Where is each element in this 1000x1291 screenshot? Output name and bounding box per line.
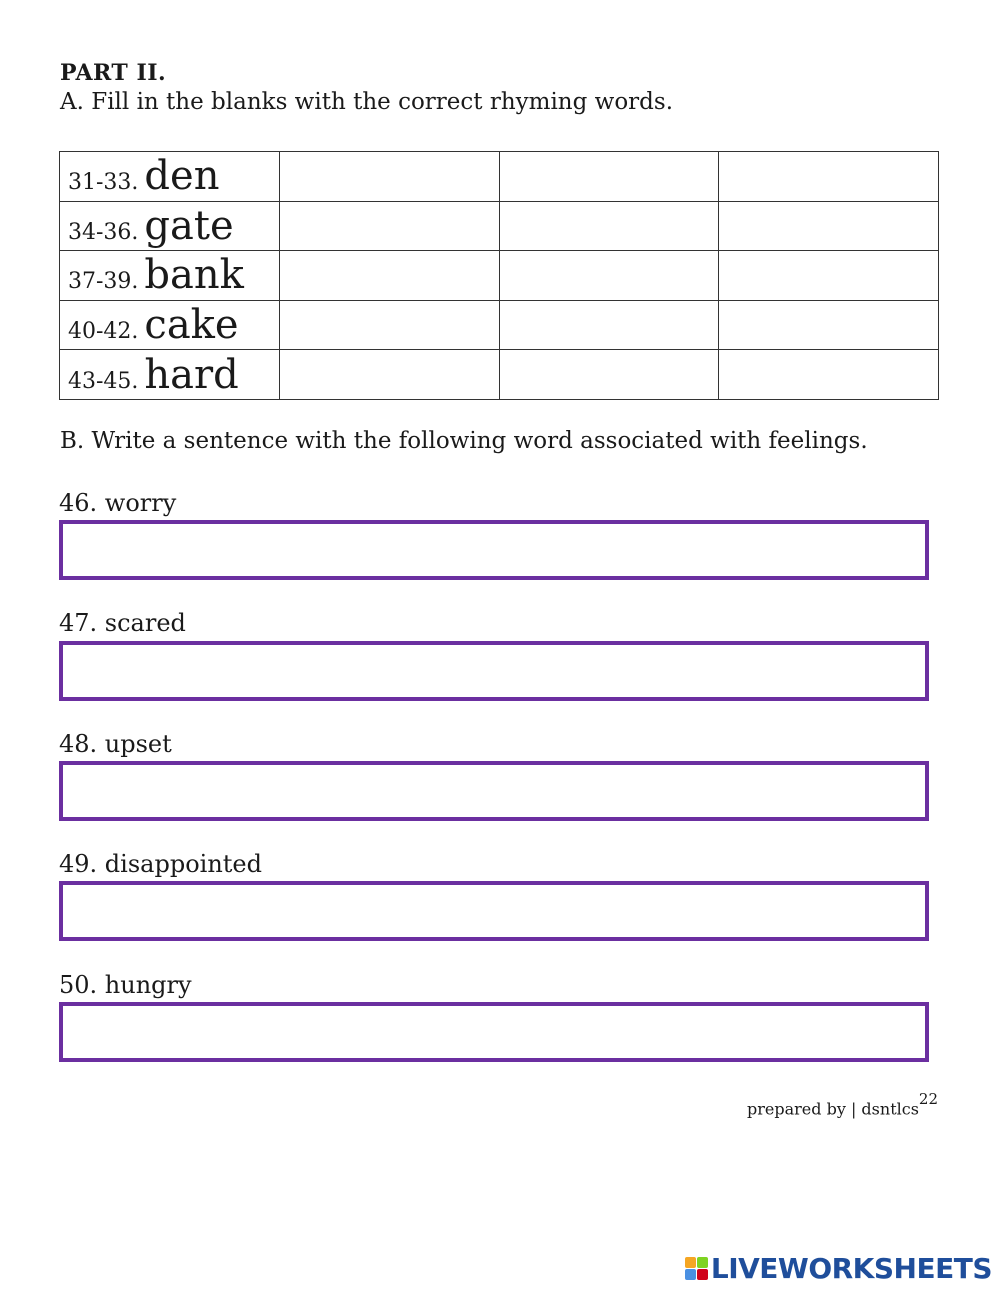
rhyme-blank-3[interactable] bbox=[719, 251, 939, 301]
rhyme-table bbox=[59, 151, 939, 400]
rhyme-blank-2[interactable] bbox=[499, 152, 719, 202]
prepared-by-footer bbox=[747, 1090, 938, 1119]
logo-tile bbox=[685, 1257, 696, 1268]
section-b-instruction: B. Write a sentence with the following word associated with feelings. bbox=[60, 428, 868, 454]
rhyme-blank-1[interactable] bbox=[279, 300, 499, 350]
brand-name: LIVEWORKSHEETS bbox=[710, 1252, 992, 1285]
rhyme-blank-1[interactable] bbox=[279, 201, 499, 251]
part-title: PART II. bbox=[60, 60, 167, 86]
row-label bbox=[60, 251, 280, 301]
page-number: 22 bbox=[918, 1090, 938, 1108]
item-number: 43-45. bbox=[68, 368, 139, 394]
question-label-scared: 47. scared bbox=[59, 609, 186, 637]
item-number: 40-42. bbox=[68, 319, 139, 345]
question-label-upset: 48. upset bbox=[59, 730, 172, 758]
rhyme-word: bank bbox=[144, 252, 244, 299]
rhyme-blank-2[interactable] bbox=[499, 201, 719, 251]
prepared-by-text: prepared by | dsntlcs bbox=[747, 1099, 919, 1119]
question-label-disappointed: 49. disappointed bbox=[59, 850, 262, 878]
rhyme-blank-1[interactable] bbox=[279, 350, 499, 400]
rhyme-blank-2[interactable] bbox=[499, 350, 719, 400]
answer-box-upset[interactable] bbox=[59, 761, 929, 821]
answer-box-worry[interactable] bbox=[59, 520, 929, 580]
table-row bbox=[60, 300, 939, 350]
answer-box-scared[interactable] bbox=[59, 641, 929, 701]
question-label-hungry: 50. hungry bbox=[59, 971, 192, 999]
liveworksheets-logo-icon bbox=[685, 1257, 708, 1280]
logo-tile bbox=[697, 1269, 708, 1280]
table-row bbox=[60, 251, 939, 301]
table-row bbox=[60, 152, 939, 202]
logo-tile bbox=[697, 1257, 708, 1268]
logo-tile bbox=[685, 1269, 696, 1280]
item-number: 31-33. bbox=[68, 170, 139, 196]
rhyme-word: hard bbox=[144, 351, 239, 398]
rhyme-blank-1[interactable] bbox=[279, 152, 499, 202]
rhyme-blank-3[interactable] bbox=[719, 201, 939, 251]
rhyme-blank-2[interactable] bbox=[499, 300, 719, 350]
row-label bbox=[60, 300, 280, 350]
row-label bbox=[60, 152, 280, 202]
item-number: 34-36. bbox=[68, 219, 139, 245]
liveworksheets-logo[interactable] bbox=[685, 1252, 992, 1285]
question-label-worry: 46. worry bbox=[59, 489, 177, 517]
rhyme-word: gate bbox=[144, 202, 234, 249]
table-row bbox=[60, 350, 939, 400]
rhyme-word: den bbox=[144, 153, 220, 200]
section-a-instruction: A. Fill in the blanks with the correct rhyming words. bbox=[60, 89, 674, 115]
item-number: 37-39. bbox=[68, 269, 139, 295]
table-row bbox=[60, 201, 939, 251]
rhyme-blank-3[interactable] bbox=[719, 300, 939, 350]
answer-box-hungry[interactable] bbox=[59, 1002, 929, 1062]
rhyme-blank-3[interactable] bbox=[719, 350, 939, 400]
answer-box-disappointed[interactable] bbox=[59, 881, 929, 941]
rhyme-blank-2[interactable] bbox=[499, 251, 719, 301]
rhyme-word: cake bbox=[144, 302, 239, 349]
row-label bbox=[60, 350, 280, 400]
rhyme-blank-3[interactable] bbox=[719, 152, 939, 202]
row-label bbox=[60, 201, 280, 251]
rhyme-blank-1[interactable] bbox=[279, 251, 499, 301]
